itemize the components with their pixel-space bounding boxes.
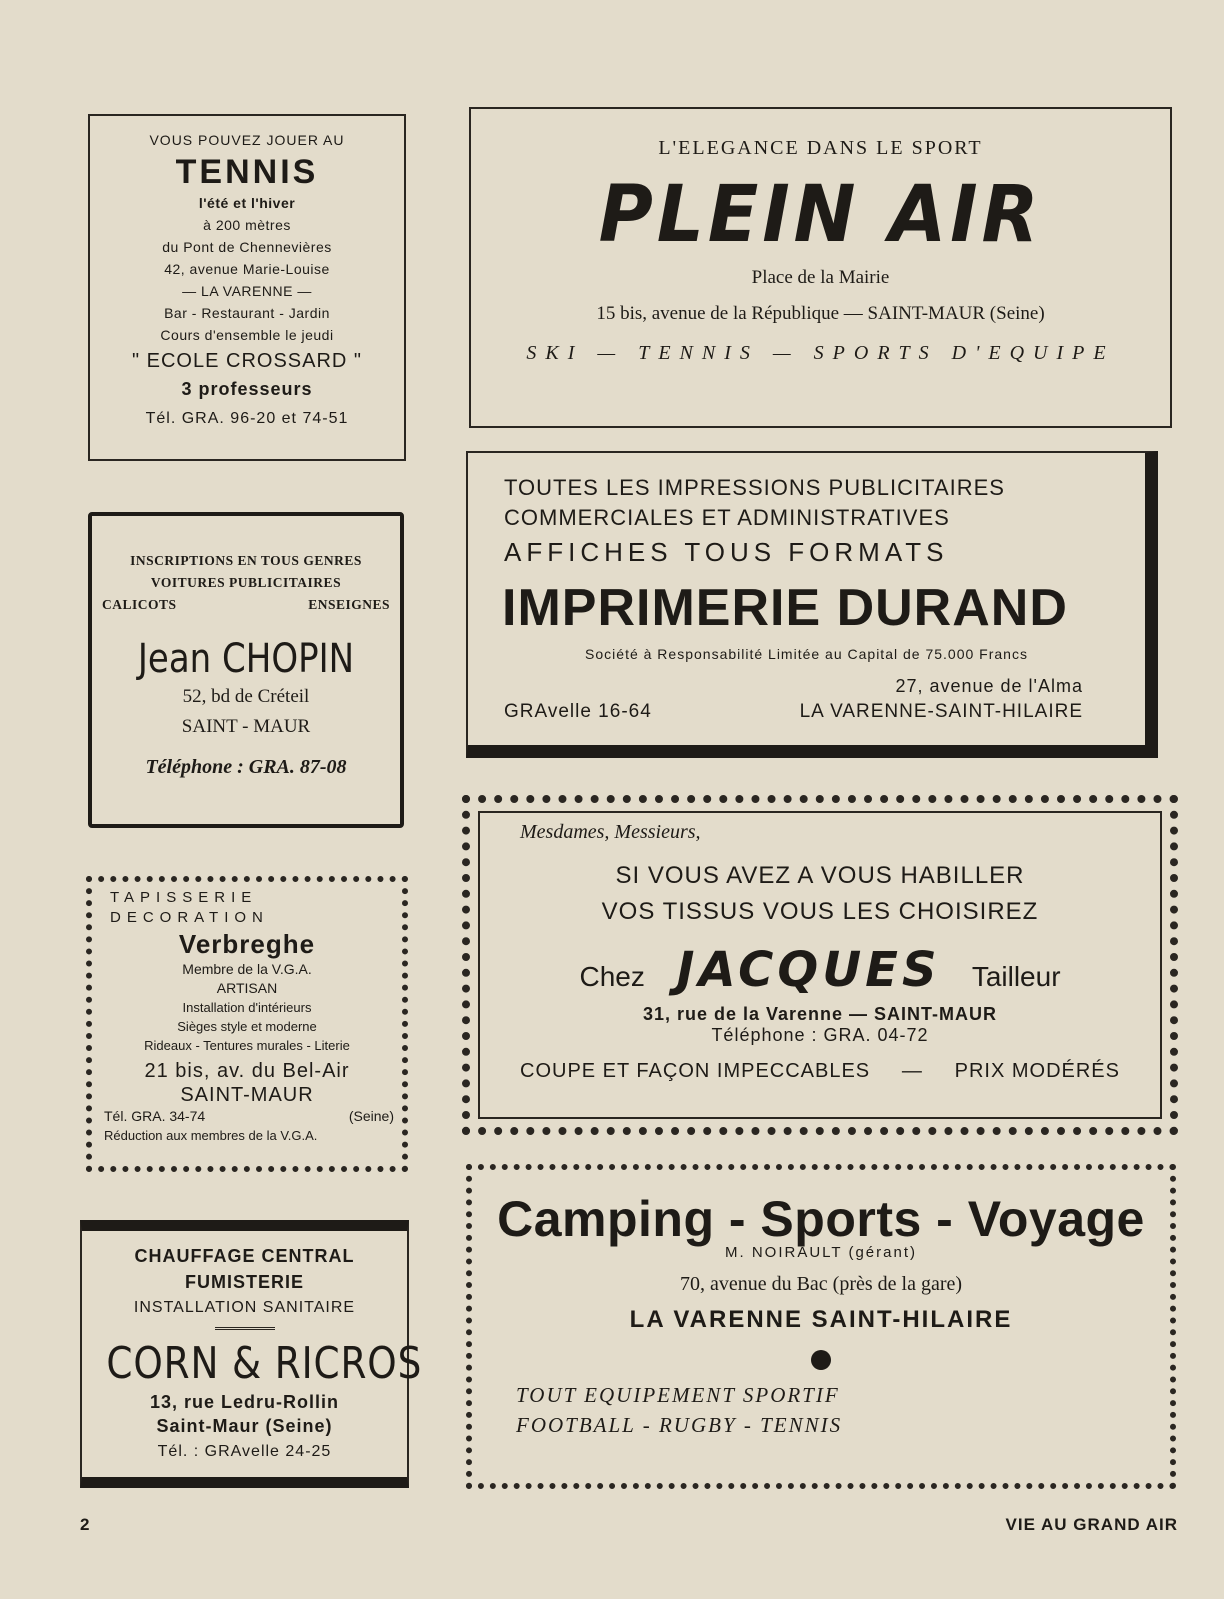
tennis-ad xyxy=(88,114,406,461)
jacques-line2: VOS TISSUS VOUS LES CHOISIREZ xyxy=(601,898,1039,925)
camping-title: Camping - Sports - Voyage xyxy=(497,1191,1145,1247)
jacques-address: 31, rue de la Varenne — SAINT-MAUR xyxy=(642,1004,998,1024)
magazine-title: VIE AU GRAND AIR xyxy=(1005,1515,1178,1534)
corn-city: Saint-Maur (Seine) xyxy=(156,1416,333,1436)
tennis-school: " ECOLE CROSSARD " xyxy=(131,350,363,372)
jacques-name-row xyxy=(480,942,1160,998)
verbreghe-s1: Installation d'intérieurs xyxy=(182,1000,312,1015)
chopin-line3b: ENSEIGNES xyxy=(308,597,390,612)
jacques-inner-frame xyxy=(478,811,1162,1119)
jacques-chez: Chez xyxy=(579,961,645,992)
jacques-greeting: Mesdames, Messieurs, xyxy=(520,821,701,843)
jacques-name: JACQUES xyxy=(676,942,941,998)
chopin-line3 xyxy=(92,594,400,616)
tennis-line6: Bar - Restaurant - Jardin xyxy=(164,305,330,321)
camping-address: 70, avenue du Bac (près de la gare) xyxy=(679,1273,963,1295)
page-number: 2 xyxy=(80,1515,90,1534)
chopin-phone: Téléphone : GRA. 87-08 xyxy=(145,756,347,778)
verbreghe-ad xyxy=(86,876,408,1172)
camping-ad xyxy=(466,1164,1176,1489)
corn-divider xyxy=(215,1327,275,1330)
tennis-intro: VOUS POUVEZ JOUER AU xyxy=(149,132,345,148)
corn-phone: Tél. : GRAvelle 24-25 xyxy=(157,1443,332,1460)
chopin-city: SAINT - MAUR xyxy=(181,716,311,737)
durand-line2: COMMERCIALES ET ADMINISTRATIVES xyxy=(504,505,950,530)
durand-ad xyxy=(466,451,1158,758)
verbreghe-phone-row xyxy=(100,1107,394,1126)
tennis-line2: à 200 mètres xyxy=(203,217,291,233)
durand-address: 27, avenue de l'Alma xyxy=(895,676,1083,696)
verbreghe-line2: DECORATION xyxy=(110,909,269,926)
tennis-teachers: 3 professeurs xyxy=(181,379,313,399)
verbreghe-s3: Rideaux - Tentures murales - Literie xyxy=(144,1038,350,1053)
corn-title: CORN & RICROS xyxy=(106,1338,423,1389)
corn-line2: FUMISTERIE xyxy=(184,1272,304,1292)
pleinair-ad xyxy=(469,107,1172,428)
camping-manager: M. NOIRAULT (gérant) xyxy=(725,1244,917,1261)
tennis-line4: 42, avenue Marie-Louise xyxy=(164,261,330,277)
pleinair-title: PLEIN AIR xyxy=(598,170,1043,260)
verbreghe-phone: Tél. GRA. 34-74 xyxy=(104,1108,206,1124)
camping-line1: TOUT EQUIPEMENT SPORTIF xyxy=(516,1383,840,1407)
pleinair-place: Place de la Mairie xyxy=(751,267,890,288)
verbreghe-member: Membre de la V.G.A. xyxy=(182,961,312,977)
durand-phone: GRAvelle 16-64 xyxy=(504,701,652,722)
pleinair-tagline: L'ELEGANCE DANS LE SPORT xyxy=(658,137,983,159)
verbreghe-address: 21 bis, av. du Bel-Air xyxy=(144,1060,350,1082)
pleinair-sports: SKI — TENNIS — SPORTS D'EQUIPE xyxy=(526,342,1115,364)
tennis-line3: du Pont de Chennevières xyxy=(162,239,332,255)
jacques-trade: Tailleur xyxy=(971,961,1061,992)
verbreghe-city: SAINT-MAUR xyxy=(180,1084,314,1106)
chopin-ad xyxy=(88,512,404,828)
tennis-line5: — LA VARENNE — xyxy=(182,283,312,299)
durand-company: Société à Responsabilité Limitée au Capital de 75.000 Francs xyxy=(585,646,1028,662)
verbreghe-reduction: Réduction aux membres de la V.G.A. xyxy=(104,1128,318,1143)
tennis-phone: Tél. GRA. 96-20 et 74-51 xyxy=(145,410,349,427)
tennis-title: TENNIS xyxy=(175,153,319,191)
chopin-line1: INSCRIPTIONS EN TOUS GENRES xyxy=(130,553,362,568)
chopin-address: 52, bd de Créteil xyxy=(182,686,310,707)
jacques-phone: Téléphone : GRA. 04-72 xyxy=(711,1025,929,1045)
corn-ad xyxy=(80,1220,423,1488)
chopin-line2: VOITURES PUBLICITAIRES xyxy=(150,575,342,590)
corn-line3: INSTALLATION SANITAIRE xyxy=(133,1299,356,1316)
durand-bottom-row xyxy=(468,697,1145,723)
verbreghe-line1: TAPISSERIE xyxy=(110,889,258,906)
verbreghe-s2: Sièges style et moderne xyxy=(177,1019,317,1034)
bullet-icon xyxy=(811,1350,831,1370)
jacques-slogan2: PRIX MODÉRÉS xyxy=(954,1060,1120,1082)
chopin-line3a: CALICOTS xyxy=(102,597,177,612)
corn-address: 13, rue Ledru-Rollin xyxy=(149,1392,340,1412)
durand-line1: TOUTES LES IMPRESSIONS PUBLICITAIRES xyxy=(504,475,1005,500)
tennis-line7: Cours d'ensemble le jeudi xyxy=(160,327,334,343)
durand-line3: AFFICHES TOUS FORMATS xyxy=(504,537,949,567)
tennis-line1: l'été et l'hiver xyxy=(198,195,296,211)
durand-city: LA VARENNE-SAINT-HILAIRE xyxy=(799,701,1083,722)
jacques-slogan1: COUPE ET FAÇON IMPECCABLES xyxy=(520,1060,871,1082)
jacques-dash: — xyxy=(901,1060,923,1082)
camping-line2: FOOTBALL - RUGBY - TENNIS xyxy=(516,1413,843,1437)
jacques-line1: SI VOUS AVEZ A VOUS HABILLER xyxy=(615,862,1025,889)
jacques-ad xyxy=(462,795,1178,1135)
pleinair-address: 15 bis, avenue de la République — SAINT-MAUR (Seine) xyxy=(596,303,1045,324)
camping-city: LA VARENNE SAINT-HILAIRE xyxy=(629,1306,1013,1333)
corn-line1: CHAUFFAGE CENTRAL xyxy=(134,1246,355,1266)
jacques-slogan-row xyxy=(480,1060,1160,1083)
verbreghe-name: Verbreghe xyxy=(178,929,316,959)
verbreghe-dept: (Seine) xyxy=(348,1108,394,1124)
chopin-name: Jean CHOPIN xyxy=(137,636,355,682)
verbreghe-artisan: ARTISAN xyxy=(216,980,278,996)
durand-title: IMPRIMERIE DURAND xyxy=(502,579,1068,637)
